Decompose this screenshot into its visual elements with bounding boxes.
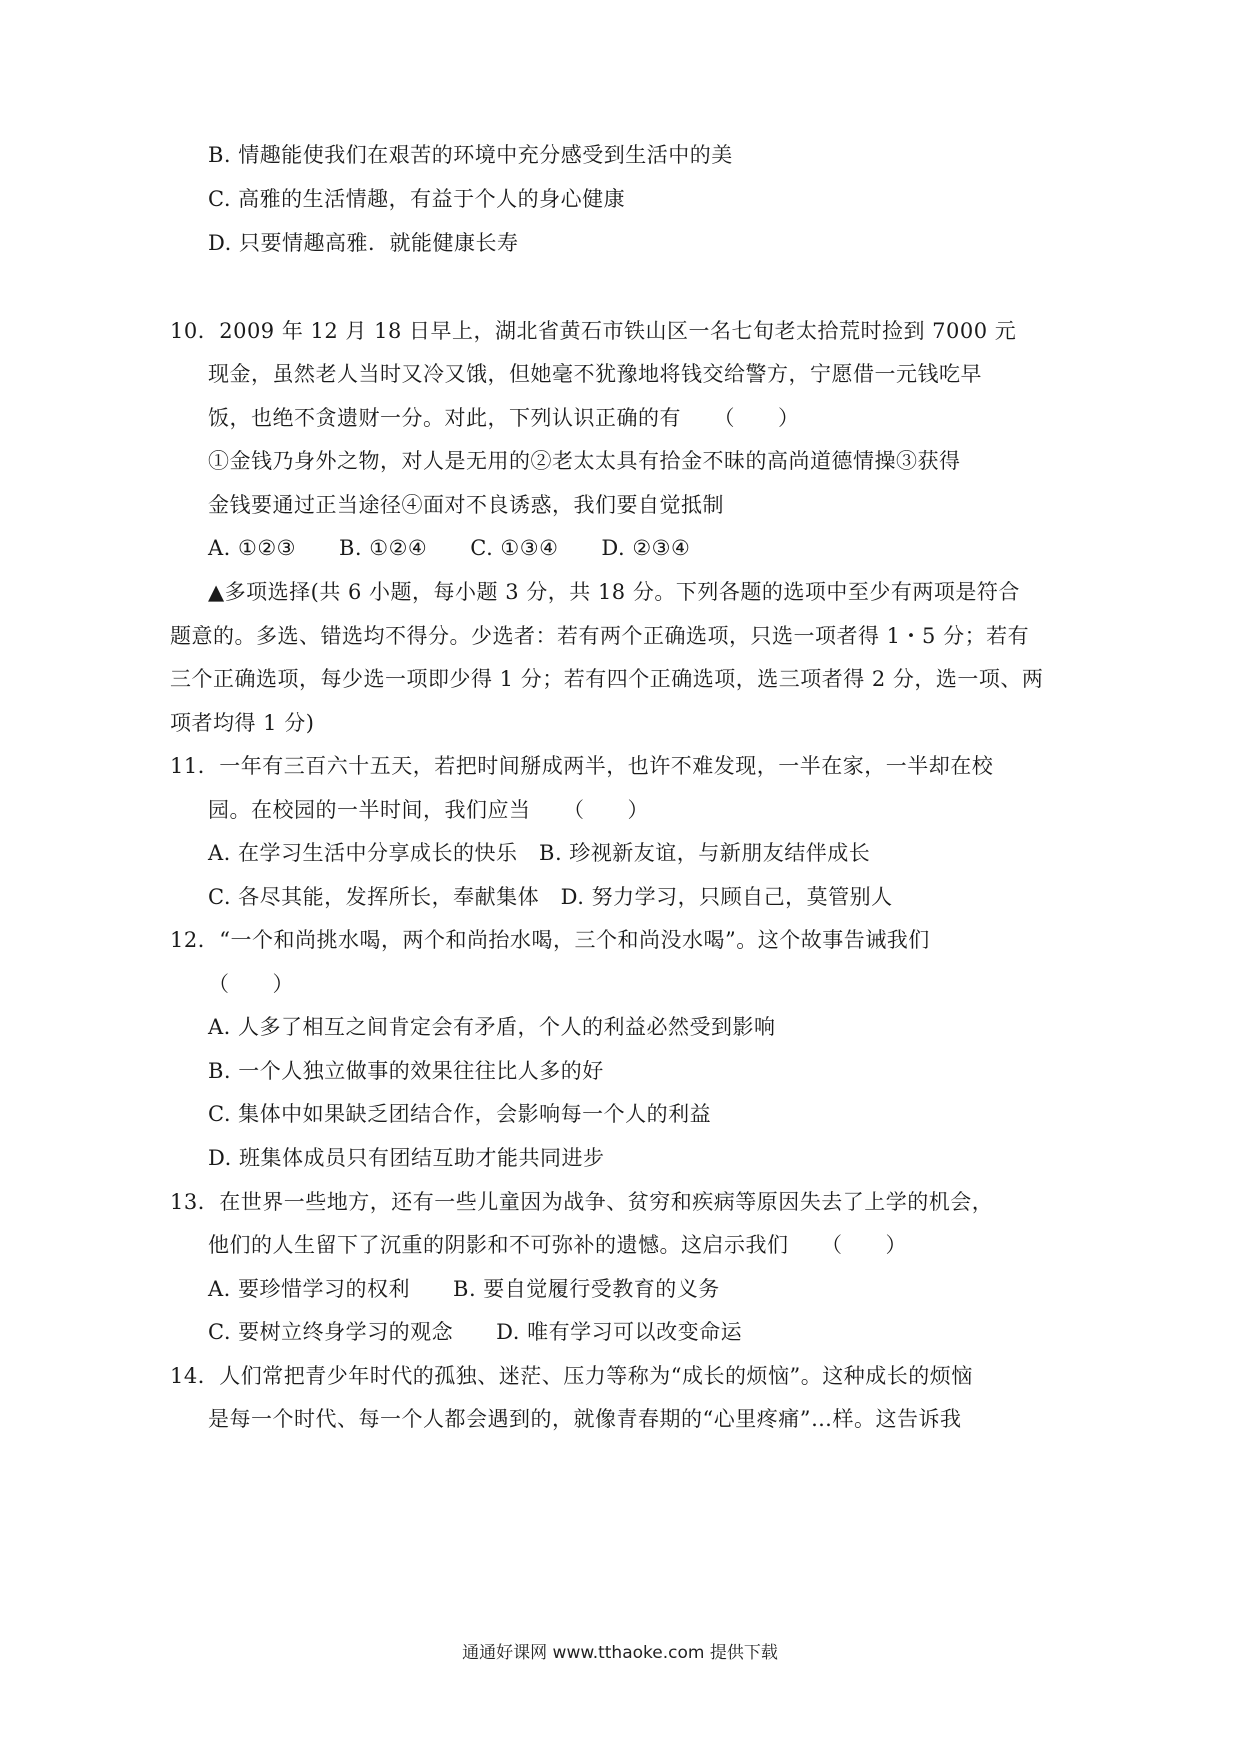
q12-option-b: B. 一个人独立做事的效果往往比人多的好 [208,1059,604,1083]
q13-stem-line-1: 13．在世界一些地方，还有一些儿童因为战争、贫穷和疾病等原因失去了上学的机会， [170,1190,994,1214]
q9-option-b: B. 情趣能使我们在艰苦的环境中充分感受到生活中的美 [208,143,733,167]
section-instructions-line-3: 三个正确选项，每少选一项即少得 1 分；若有四个正确选项，选三项者得 2 分，选一项、两 [170,667,1044,691]
q11-stem-line-1: 11．一年有三百六十五天，若把时间掰成两半，也许不难发现，一半在家，一半却在校 [170,754,994,778]
section-instructions-line-1: ▲多项选择(共 6 小题，每小题 3 分，共 18 分。下列各题的选项中至少有两项是符合 [208,580,1020,604]
q10-stem-line-3: 饭，也绝不贪遗财一分。对此，下列认识正确的有 （ ） [208,406,800,430]
q10-stem-line-1: 10．2009 年 12 月 18 日早上，湖北省黄石市铁山区一名七旬老太拾荒时捡到 7000 元 [170,319,1017,343]
q11-options-cd: C. 各尽其能，发挥所长，奉献集体 D. 努力学习，只顾自己，莫管别人 [208,885,893,909]
q10-statements-line-1: ①金钱乃身外之物，对人是无用的②老太太具有拾金不昧的高尚道德情操③获得 [208,449,961,473]
q12-option-a: A. 人多了相互之间肯定会有矛盾，个人的利益必然受到影响 [208,1015,776,1039]
q12-answer-bracket: （ ） [208,972,294,996]
q10-options: A. ①②③ B. ①②④ C. ①③④ D. ②③④ [208,536,691,560]
q14-stem-line-2: 是每一个时代、每一个人都会遇到的，就像青春期的“心里疼痛”…样。这告诉我 [208,1407,962,1431]
q11-options-ab: A. 在学习生活中分享成长的快乐 B. 珍视新友谊，与新朋友结伴成长 [208,841,871,865]
section-instructions-line-2: 题意的。多选、错选均不得分。少选者：若有两个正确选项，只选一项者得 1・5 分；若有 [170,624,1030,648]
q10-stem-line-2: 现金，虽然老人当时又冷又饿，但她毫不犹豫地将钱交给警方，宁愿借一元钱吃早 [208,362,982,386]
q13-stem-line-2: 他们的人生留下了沉重的阴影和不可弥补的遗憾。这启示我们 （ ） [208,1233,907,1257]
q9-option-d: D. 只要情趣高雅．就能健康长寿 [208,231,519,255]
q11-stem-line-2: 园。在校园的一半时间，我们应当 （ ） [208,798,649,822]
q14-stem-line-1: 14．人们常把青少年时代的孤独、迷茫、压力等称为“成长的烦恼”。这种成长的烦恼 [170,1364,973,1388]
q12-stem-line-1: 12．“一个和尚挑水喝，两个和尚抬水喝，三个和尚没水喝”。这个故事告诫我们 [170,928,930,952]
q12-option-d: D. 班集体成员只有团结互助才能共同进步 [208,1146,605,1170]
q13-options-ab: A. 要珍惜学习的权利 B. 要自觉履行受教育的义务 [208,1277,720,1301]
q9-option-c: C. 高雅的生活情趣，有益于个人的身心健康 [208,187,626,211]
q13-options-cd: C. 要树立终身学习的观念 D. 唯有学习可以改变命运 [208,1320,743,1344]
footer-download-notice: 通通好课网 www.tthaoke.com 提供下载 [462,1643,778,1663]
q12-option-c: C. 集体中如果缺乏团结合作，会影响每一个人的利益 [208,1102,712,1126]
q10-statements-line-2: 金钱要通过正当途径④面对不良诱惑，我们要自觉抵制 [208,493,724,517]
section-instructions-line-4: 项者均得 1 分) [170,711,315,735]
